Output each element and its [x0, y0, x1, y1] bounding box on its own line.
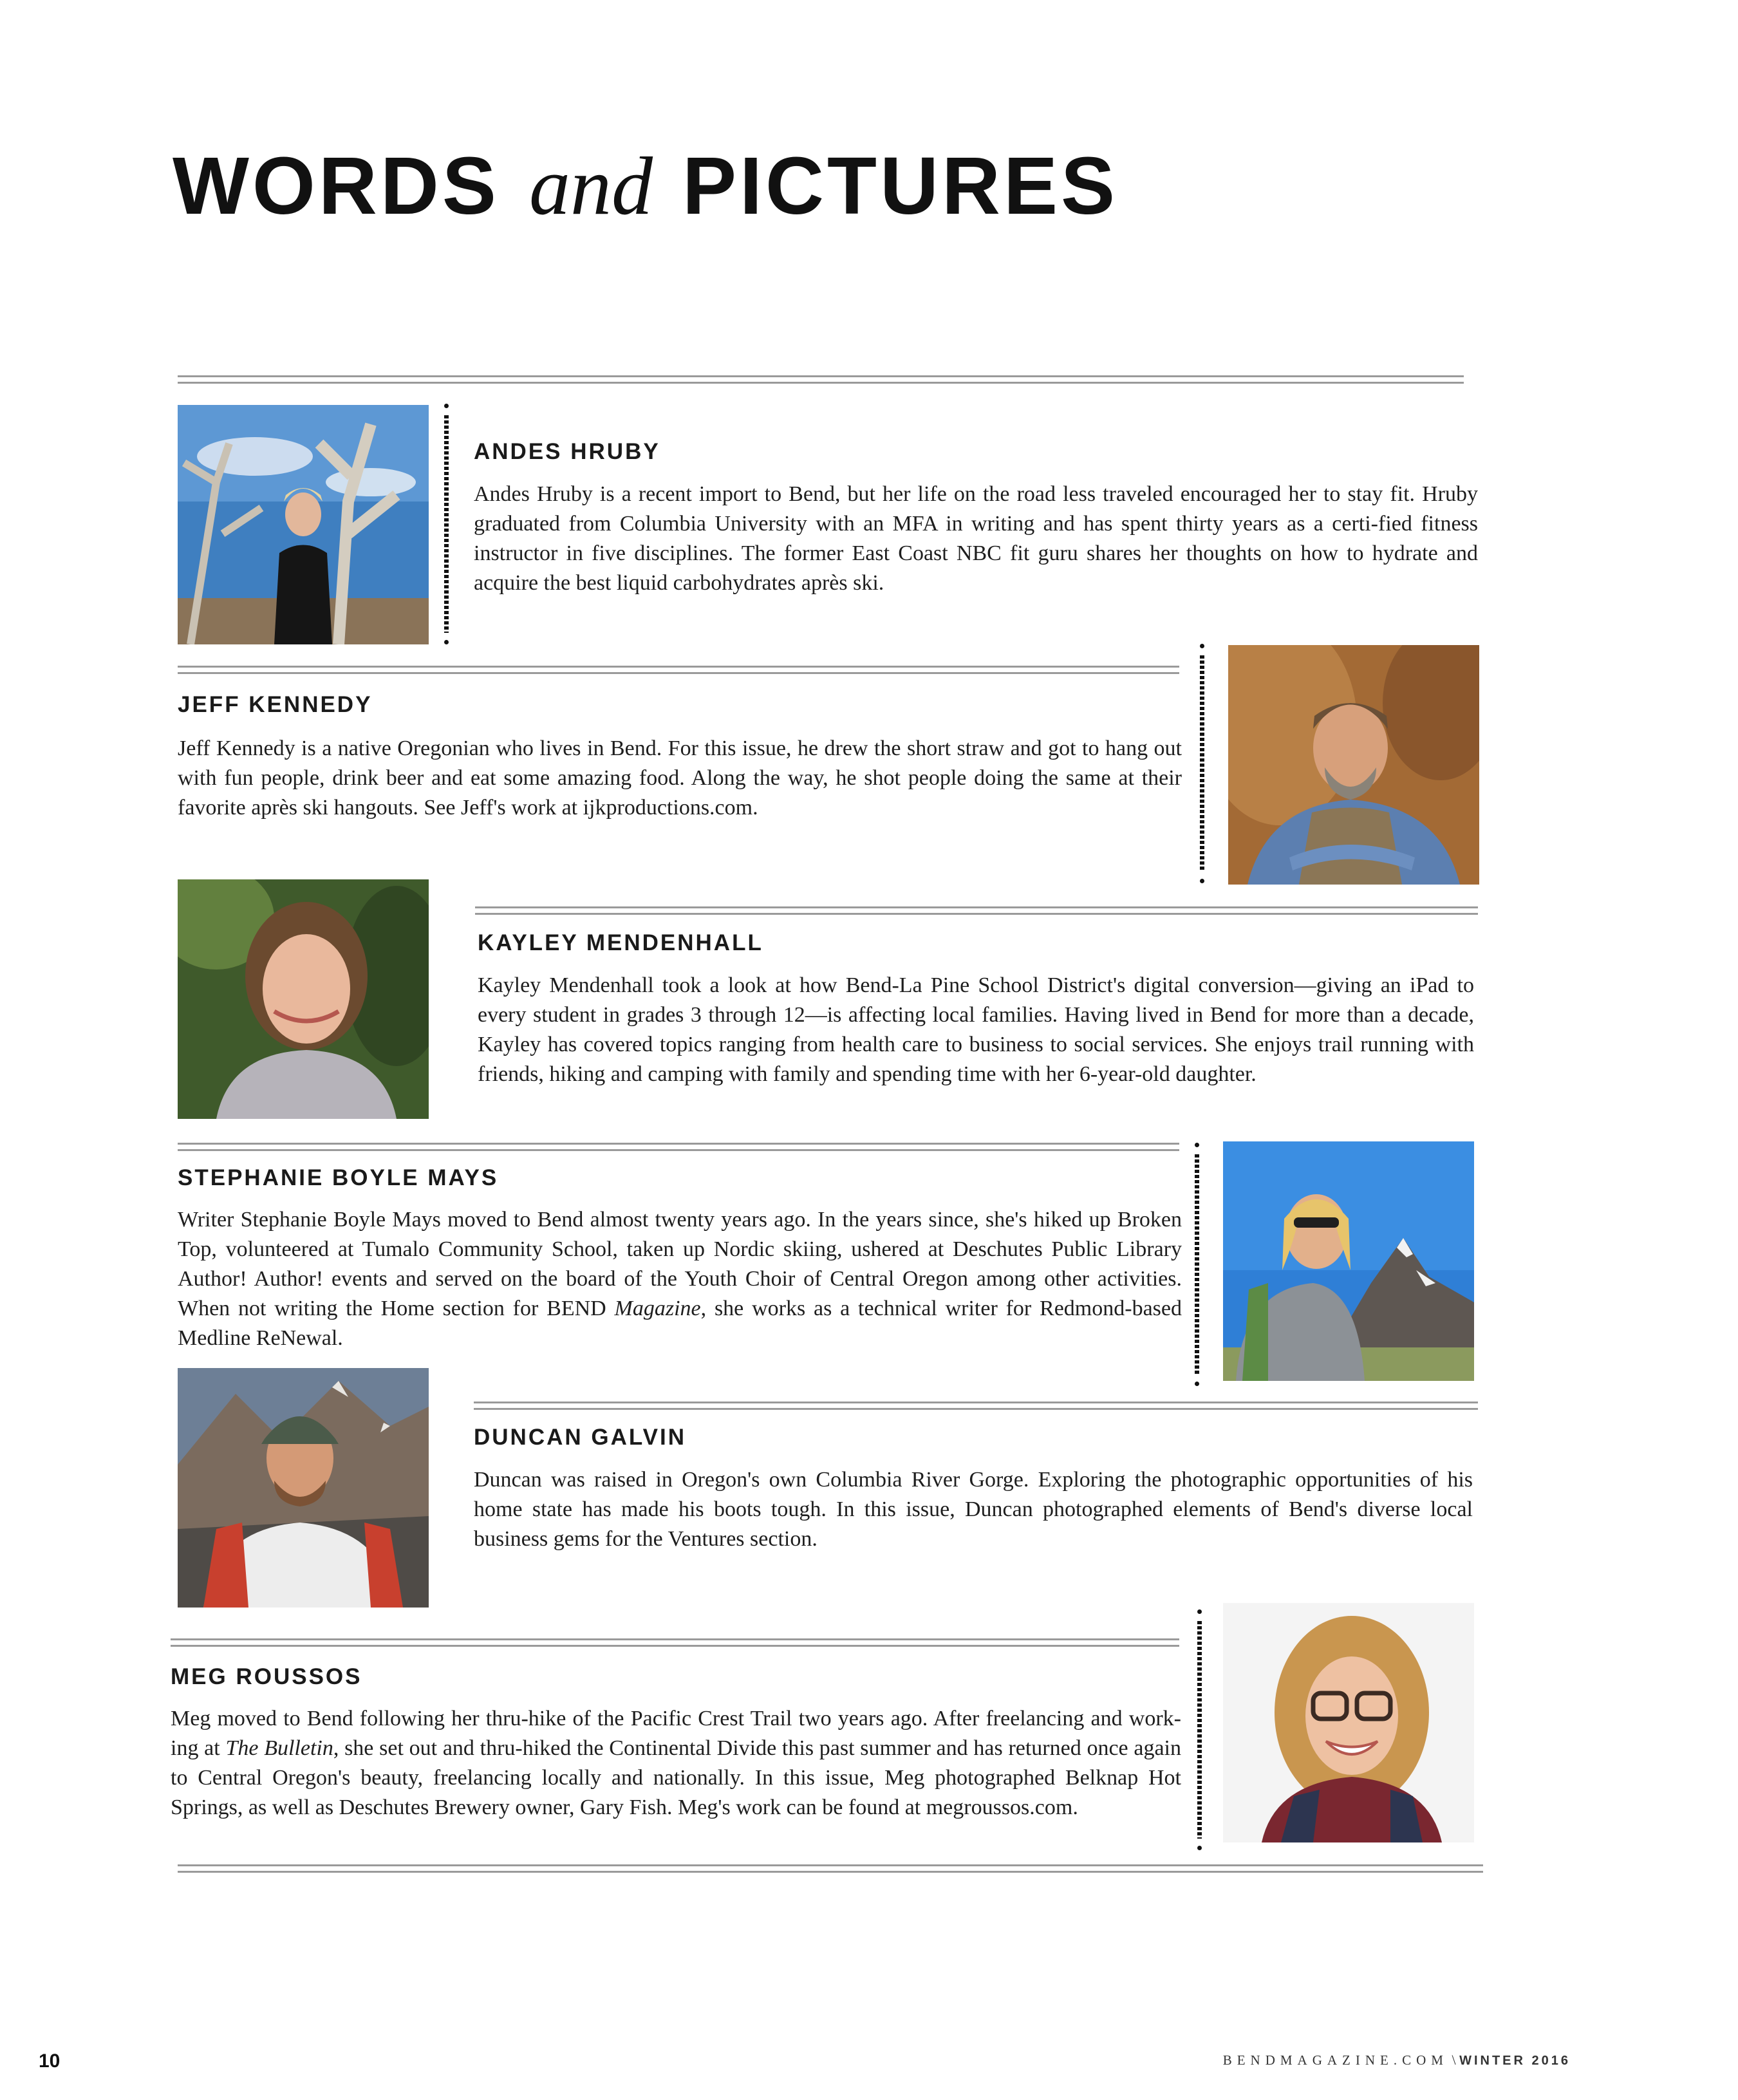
top-divider — [178, 375, 1464, 384]
page-number: 10 — [39, 2050, 61, 2072]
contributor-photo-jeff-kennedy — [1228, 645, 1479, 885]
separator-jeff-kennedy — [1200, 655, 1204, 872]
divider-kayley-mendenhall — [475, 906, 1478, 915]
contributor-name-andes-hruby: ANDES HRUBY — [474, 439, 660, 464]
contributor-photo-meg-roussos — [1223, 1603, 1474, 1842]
title-words: WORDS — [173, 140, 500, 231]
contributor-name-stephanie-boyle-mays: STEPHANIE BOYLE MAYS — [178, 1165, 499, 1190]
footer-separator: \ — [1452, 2052, 1456, 2068]
bio-text-end: , she works as a technical writer for Redmond-based Medline ReNewal. — [178, 1297, 1182, 1350]
bio-text-start: Writer Stephanie Boyle Mays moved to Bend almost twenty years ago. In the years since, she's hiked up Broken Top, volunteered at Tumalo Community School, taken up Nordic skiing, ushered at Deschutes Public Library Author! Author! events and served on the board of the Youth Choir of Central Oregon among other activities. When not writing the Home section for BEND — [178, 1208, 1182, 1320]
separator-stephanie-boyle-mays — [1195, 1154, 1199, 1374]
bottom-divider — [178, 1864, 1483, 1873]
contributor-bio-duncan-galvin: Duncan was raised in Oregon's own Columbia River Gorge. Exploring the photographic opportunities of his home state has made his boots tough. In this issue, Duncan photographed elements of Bend's diverse local business gems for the Ventures section. — [474, 1468, 1473, 1551]
divider-meg-roussos — [171, 1638, 1179, 1647]
contributor-bio-kayley-mendenhall: Kayley Mendenhall took a look at how Bend-La Pine School District's digital conversion—giving an iPad to every student in grades 3 through 12—is affecting local families. Having lived in Bend for more than a decade, Kayley has covered topics ranging from health care to business to social services. She enjoys trail running with friends, hiking and camping with family and spending time with her 6-year-old daughter. — [478, 973, 1474, 1086]
contributor-name-jeff-kennedy: JEFF KENNEDY — [178, 692, 373, 717]
bio-italic-the-bulletin: The Bulletin — [225, 1736, 333, 1760]
divider-jeff-kennedy — [178, 666, 1179, 674]
separator-andes-hruby — [444, 415, 449, 633]
bio-text-end: , she set out and thru-hiked the Continental Divide this past summer and has returned once again to Central Oregon's beauty, freelancing locally and nationally. In this issue, Meg photographed Belknap Hot Springs, as well as Deschutes Brewery owner, Gary Fish. Meg's work can be found at megroussos.com. — [171, 1736, 1181, 1819]
title-pictures: PICTURES — [682, 140, 1119, 231]
contributor-photo-kayley-mendenhall — [178, 879, 429, 1119]
contributor-name-meg-roussos: MEG ROUSSOS — [171, 1664, 362, 1689]
bio-text-start: Meg moved to Bend following her thru-hike of the Pacific Crest Trail two years ago. After freelancing and work-ing at — [171, 1707, 1181, 1760]
contributor-bio-stephanie-boyle-mays — [178, 1205, 1182, 1353]
contributor-photo-stephanie-boyle-mays — [1223, 1141, 1474, 1381]
title-and: and — [528, 140, 653, 232]
contributor-name-duncan-galvin: DUNCAN GALVIN — [474, 1425, 687, 1450]
footer-credit — [1223, 2052, 1571, 2068]
footer-site: BENDMAGAZINE.COM — [1222, 2052, 1448, 2068]
divider-stephanie-boyle-mays — [178, 1143, 1179, 1151]
bio-italic-magazine: Magazine — [614, 1297, 701, 1320]
contributor-bio-meg-roussos — [171, 1704, 1181, 1823]
contributor-photo-duncan-galvin — [178, 1368, 429, 1608]
separator-meg-roussos — [1197, 1621, 1202, 1839]
contributor-photo-andes-hruby — [178, 405, 429, 644]
footer-issue: WINTER 2016 — [1459, 2054, 1571, 2068]
contributor-bio-andes-hruby: Andes Hruby is a recent import to Bend, but her life on the road less traveled encouraged her to stay fit. Hruby graduated from Columbia University with an MFA in writing and has spent thirty years as a certi-fied fitness instructor in five disciplines. The former East Coast NBC fit guru shares her thoughts on how to hydrate and acquire the best liquid carbohydrates après ski. — [474, 482, 1478, 595]
page-title — [173, 140, 1119, 232]
contributor-name-kayley-mendenhall: KAYLEY MENDENHALL — [478, 930, 763, 955]
divider-duncan-galvin — [474, 1402, 1478, 1410]
contributor-bio-jeff-kennedy: Jeff Kennedy is a native Oregonian who lives in Bend. For this issue, he drew the short straw and got to hang out with fun people, drink beer and eat some amazing food. Along the way, he shot people doing the same at their favorite après ski hangouts. See Jeff's work at ijkproductions.com. — [178, 736, 1182, 820]
